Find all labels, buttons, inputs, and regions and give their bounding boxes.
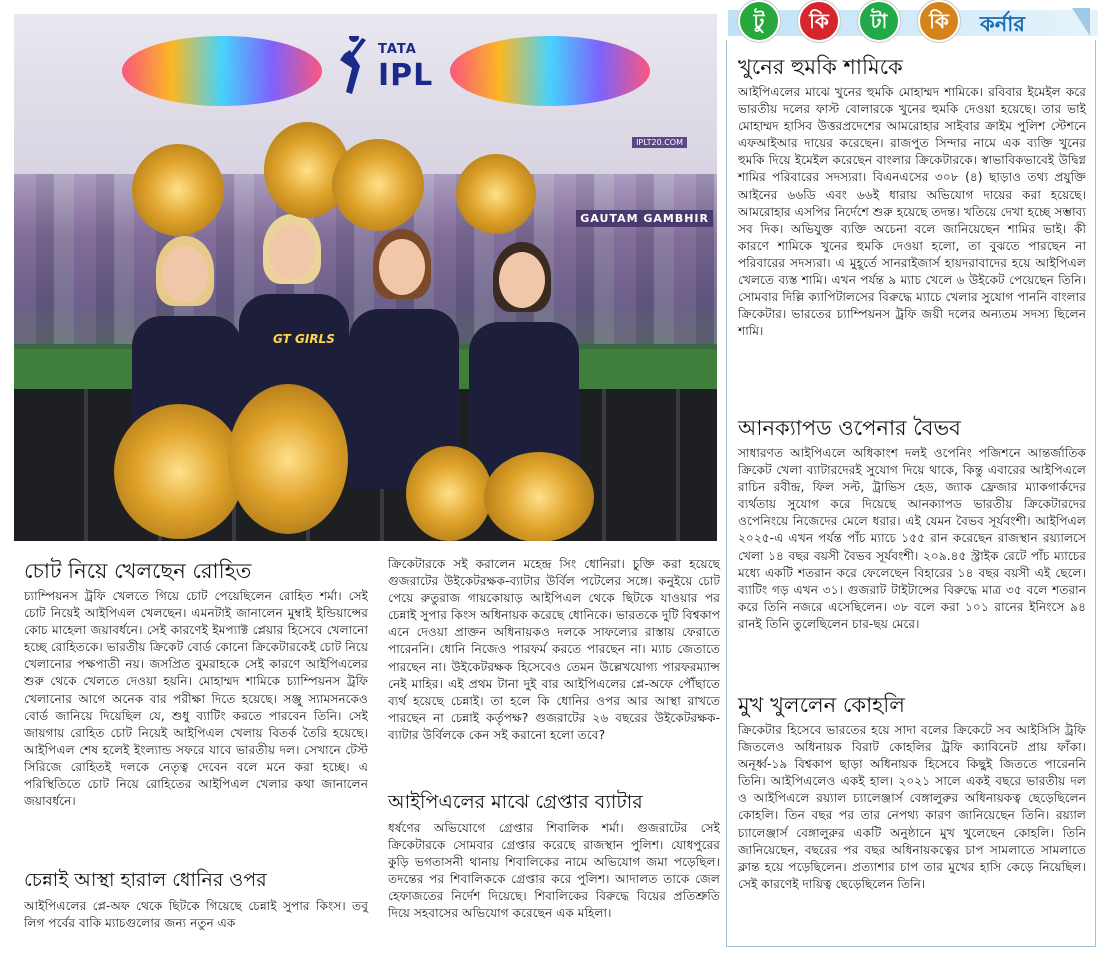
pom-pom	[228, 384, 348, 534]
article-chennai	[24, 868, 368, 932]
tuki-taki-corner-header	[728, 0, 1098, 40]
article-body: আইপিএলের মাঝে খুনের হুমকি মোহাম্মদ শামিকে। রবিবার ইমেইল করে ভারতীয় দলের ফাস্ট বোলারকে খুনের হুমকি দেওয়া হয়েছে। তার ভাই মোহাম্মদ হাসিব উত্তরপ্রদেশের আমরোহার সাইবার ক্রাইম পুলিশ স্টেশনে এফআইআর দায়ের করেছেন। রাজপুত সিন্দার নামে এক ব্যক্তি খুনের হুমকি দিয়ে ইমেইল করেছেন বাংলার ক্রিকেটারকে। স্বাভাবিকভাবেই উদ্বিগ্ন শামির পরিবারের সদস্যরা। বিএনএসের ৩০৮ (৪) ছাড়াও তথ্য প্রযুক্তি আইনের ৬৬ডি এবং ৬৬ই ধারায় অভিযোগ দায়ের করা হয়েছে। আমরোহার এসপির নির্দেশে শুরু হয়েছে তদন্ত। খতিয়ে দেখা হচ্ছে সম্ভাব্য সব দিক। অভিযুক্ত ব্যক্তি অচেনা বলে জানিয়েছেন শামির ভাই। কী কারণে শামিকে খুনের হুমকি দেওয়া হলো, তা বুঝতে পারছেন না পরিবারের সদস্যরা। এ মুহূর্তে সানরাইজার্স হায়দরাবাদের হয়ে আইপিএল খেলতে ব্যস্ত শামি। এখন পর্যন্ত ৯ ম্যাচ খেলে ৬ উইকেট পেয়েছেন তিনি। সোমবার দিল্লি ক্যাপিটালসের বিরুদ্ধে ম্যাচে খেলার সুযোগ পাননি বাংলার ক্রিকেটার। ভারতের চ্যাম্পিয়নস ট্রফি জয়ী দলের অন্যতম সদস্য ছিলেন শামি।	[738, 85, 1086, 339]
banner-ipl20: IPLT20.COM	[632, 137, 687, 148]
badge-letter-3: টা	[858, 0, 900, 42]
article-kohli	[738, 692, 1086, 893]
logo-tata-text: TATA	[378, 42, 417, 57]
header-stripe	[728, 10, 1098, 36]
badge-letter-1: টু	[738, 0, 780, 42]
pom-pom	[132, 144, 224, 236]
logo-ipl-text: IPL	[378, 58, 434, 93]
cheer-logo: GT GIRLS	[273, 332, 335, 346]
ipl-logo	[332, 36, 442, 98]
pom-pom	[456, 154, 536, 234]
article-title: আইপিএলের মাঝে গ্রেপ্তার ব্যাটার	[388, 791, 643, 813]
badge-letter-4: কি	[918, 0, 960, 42]
article-title: খুনের হুমকি শামিকে	[738, 55, 903, 79]
pom-pom	[332, 139, 424, 231]
face	[379, 239, 425, 295]
article-body: সাধারণত আইপিএলে অধিকাংশ দলই ওপেনিং পজিশনে আন্তর্জাতিক ক্রিকেট খেলা ব্যাটারদেরই সুযোগ দিয়ে থাকে, কিন্তু এবারের আইপিএলে রাচিন রবীন্দ্র, ফিল সল্ট, ট্রাভিস হেড, জ্যাক ফ্রেজার ম্যাকগার্কদের ব্যর্থতায় সুযোগ করে দিয়েছে আনক্যাপড ভারতীয় ক্রিকেটারদের ওপেনিংয়ে নিজেদের মেলে ধরার। এই যেমন বৈভব সূর্যবংশী। আইপিএল ২০২৫-এ এখন পর্যন্ত পাঁচ ম্যাচে ১৫৫ রান করেছেন রাজস্থান রয়্যালসে খেলা ১৪ বছর বয়সী বৈভব সূর্যবংশী। ২০৯.৪৫ স্ট্রাইক রেটে পাঁচ ম্যাচের মধ্যে একটি শতরান করে ফেলেছেন বিহারের ১৪ বছর বয়সী এই ছেলে। ব্যাটিং গড় এখন ৩১। গুজরাট টাইটান্সের বিরুদ্ধে মাত্র ৩৫ বলে শতরান করে তিনি নজরে এসেছিলেন। ৩৮ বলে করা ১০১ রানের ইনিংসে ৯৪ রানই তিনি তুলেছিলেন চার-ছয় মেরে।	[738, 446, 1086, 631]
article-body: চ্যাম্পিয়নস ট্রফি খেলতে গিয়ে চোট পেয়েছিলেন রোহিত শর্মা। সেই চোট নিয়েই আইপিএল খেলছেন। এমনটাই জানালেন মুম্বাই ইন্ডিয়ান্সের কোচ মাহেলা জয়াবর্ধনে। সেই কারণেই ইমপ্যাক্ট প্লেয়ার হিসেবে খেলানো হচ্ছে রোহিতকে। ভারতীয় ক্রিকেট বোর্ড কোনো ক্রিকেটারকেই চোট নিয়ে খেলানোর পক্ষপাতী নয়। জসপ্রিত বুমরাহকে সেই কারণে আইপিএলের শুরু থেকে খেলতে দেওয়া হয়নি। মোহাম্মদ শামিকে চ্যাম্পিয়নস ট্রফি খেলানোর আগে অনেক বার পরীক্ষা দিতে হয়েছে। সঞ্জু স্যামসনকেও বোর্ড জানিয়ে দিয়েছিল যে, শুধু ব্যাটিং করতে পারবেন তিনি। সেই জায়গায় রোহিত চোট নিয়েই আইপিএল খেলায় বিতর্ক তৈরি হয়েছে। আইপিএল শেষ হলেই ইংল্যান্ড সফরে যাবে ভারতীয় দল। সেখানে টেস্ট সিরিজে রোহিতই দলকে নেতৃত্ব দেবেন বলে মনে করা হচ্ছে। এ পরিস্থিতিতে চোট নিয়ে রোহিতের আইপিএল খেলার কথা জানালেন জয়াবর্ধনে।	[24, 589, 368, 809]
article-body: ক্রিকেটার হিসেবে ভারতের হয়ে সাদা বলের ক্রিকেটে সব আইসিসি ট্রফি জিতলেও অধিনায়ক বিরাট কোহলির ট্রফি ক্যাবিনেট প্রায় ফাঁকা। অনূর্ধ্ব-১৯ বিশ্বকাপ ছাড়া অধিনায়ক হিসেবে কিছুই জিততে পারেননি তিনি। আইপিএলেও একই হাল। ২০২১ সালে একই বছরে ভারতীয় দল ও আইপিএলে রয়্যাল চ্যালেঞ্জার্স বেঙ্গালুরুর অধিনায়কত্ব ছেড়েছিলেন কোহলি। তিন বছর পর তার নেপথ্য কারণ জানিয়েছেন তিনি। রয়্যাল চ্যালেঞ্জার্স বেঙ্গালুরুর একটি অনুষ্ঠানে মুখ খুলেছেন কোহলি। তিনি জানিয়েছেন, বছরের পর বছর অধিনায়কত্বের চাপ সামলাতে সামলাতে ক্লান্ত হয়ে পড়েছিলেন। প্রত্যাশার চাপ তার মুখের হাসি কেড়ে নিয়েছিল। সেই কারণেই দায়িত্ব ছেড়েছিলেন তিনি।	[738, 723, 1086, 891]
logo-wave-left	[122, 36, 322, 106]
article-title: চোট নিয়ে খেলছেন রোহিত	[24, 559, 252, 583]
pom-pom	[406, 446, 492, 541]
pom-pom	[484, 452, 594, 541]
face	[499, 252, 545, 308]
article-shami-threat	[738, 54, 1086, 340]
badge-letter-2: কি	[798, 0, 840, 42]
banner-gambhir: GAUTAM GAMBHIR	[576, 210, 713, 227]
article-title: চেন্নাই আস্থা হারাল ধোনির ওপর	[24, 869, 267, 891]
article-vaibhav	[738, 415, 1086, 633]
corner-tip	[1072, 8, 1090, 36]
face	[162, 246, 208, 302]
face	[269, 224, 315, 280]
corner-label: কর্নার	[980, 12, 1025, 36]
article-title: মুখ খুললেন কোহলি	[738, 693, 905, 717]
cheerleaders-photo	[14, 14, 717, 541]
article-body-continued: ক্রিকেটারকে সই করালেন মহেন্দ্র সিং ধোনিরা। চুক্তি করা হয়েছে গুজরাটের উইকেটরক্ষক-ব্যাটার উর্বিল পটেলের সঙ্গে। কনুইয়ে চোট পেয়ে রুতুরাজ গায়কোয়াড় আইপিএল থেকে ছিটকে যাওয়ার পর চেন্নাই সুপার কিংস অধিনায়ক করেছে ধোনিকে। ভারতকে দুটি বিশ্বকাপ এনে দেওয়া প্রাক্তন অধিনায়কও দলকে সাফল্যের রাস্তায় ফেরাতে পারেননি। ধোনি নিজেও পারফর্ম করতে পারছেন না। ম্যাচ জেতাতে পারছেন না। উইকেটরক্ষক হিসেবেও তেমন উল্লেখযোগ্য পারফরম্যান্স নেই মাহির। এই প্রথম টানা দুই বার আইপিএলের প্লে-অফে পৌঁছাতে ব্যর্থ হয়েছে চেন্নাই। তা হলে কি ধোনির ওপর আর আস্থা রাখতে পারছেন না চেন্নাই কর্তৃপক্ষ? গুজরাটের ২৬ বছরের উইকেটরক্ষক-ব্যাটার উর্বিলকে কেন সই করানো হলো তবে?	[388, 557, 720, 742]
article-body: ধর্ষণের অভিযোগে গ্রেপ্তার শিবালিক শর্মা। গুজরাটের সেই ক্রিকেটারকে সোমবার গ্রেপ্তার করেছে রাজস্থান পুলিশ। যোধপুরের কুড়ি ভগতাসনী থানায় শিবালিকের নামে অভিযোগ জমা পড়েছিল। তদন্তের পর শিবালিককে গ্রেপ্তার করে পুলিশ। আদালত তাকে জেল হেফাজতের নির্দেশ দিয়েছে। শিবালিকের বিরুদ্ধে বিয়ের প্রতিশ্রুতি দিয়ে সহবাসের অভিযোগ করেছেন এক মহিলা।	[388, 821, 720, 921]
article-body: আইপিএলের প্লে-অফ থেকে ছিটকে গিয়েছে চেন্নাই সুপার কিংস। তবু লিগ পর্বের বাকি ম্যাচগুলোর জন্য নতুন এক	[24, 899, 368, 931]
article-chennai-continued	[388, 556, 720, 744]
article-title: আনক্যাপড ওপেনার বৈভব	[738, 416, 961, 440]
article-rohit	[24, 558, 368, 810]
pom-pom	[114, 404, 244, 539]
logo-wave-right	[450, 36, 650, 106]
article-arrest	[388, 790, 720, 923]
batsman-icon	[332, 36, 376, 96]
